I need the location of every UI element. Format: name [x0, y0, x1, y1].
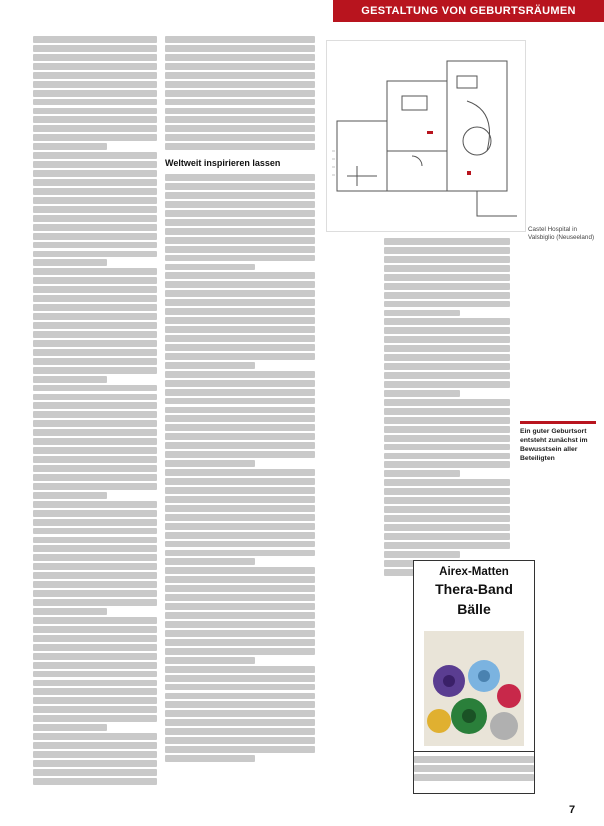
ad-title-2: Thera-Band: [435, 581, 513, 597]
text-line: [165, 371, 315, 378]
text-line: [165, 344, 315, 351]
text-line: [165, 183, 315, 190]
text-line: [165, 255, 315, 262]
text-line: [33, 626, 157, 633]
text-line: [33, 590, 157, 597]
photo-caption: Castel Hospital in Valsbiglio (Neuseeland): [528, 226, 595, 241]
text-line: [165, 407, 315, 414]
text-line: [384, 461, 510, 468]
text-line: [165, 99, 315, 106]
text-line: [165, 326, 315, 333]
text-line: [33, 170, 157, 177]
text-line: [165, 612, 315, 619]
text-line: [33, 134, 157, 141]
ad-contact: [414, 751, 534, 793]
text-line: [384, 435, 510, 442]
text-line: [33, 680, 157, 687]
text-line: [384, 310, 460, 317]
text-line: [165, 54, 315, 61]
text-line: [33, 760, 157, 767]
text-line: [384, 453, 510, 460]
text-line: [165, 496, 315, 503]
text-line: [33, 572, 157, 579]
text-line: [165, 380, 315, 387]
text-line: [384, 327, 510, 334]
text-line: [384, 417, 510, 424]
text-line: [165, 710, 315, 717]
text-line: [384, 444, 510, 451]
text-line: [384, 274, 510, 281]
text-line: [165, 237, 315, 244]
text-line: [33, 465, 157, 472]
text-line: [165, 81, 315, 88]
text-line: [414, 774, 534, 781]
text-line: [33, 322, 157, 329]
text-line: [165, 487, 315, 494]
text-line: [33, 233, 157, 240]
text-line: [33, 161, 157, 168]
text-line: [165, 272, 315, 279]
section-heading: Weltweit inspirieren lassen: [165, 158, 281, 169]
text-line: [33, 54, 157, 61]
text-line: [165, 389, 315, 396]
text-line: [33, 671, 157, 678]
text-line: [165, 657, 255, 664]
text-line: [414, 756, 534, 763]
text-line: [33, 501, 157, 508]
text-line: [33, 340, 157, 347]
text-line: [165, 567, 315, 574]
text-column-2: [165, 36, 315, 796]
text-line: [165, 746, 315, 753]
text-line: [165, 594, 315, 601]
text-line: [33, 125, 157, 132]
text-line: [165, 264, 255, 271]
floorplan-illustration: [326, 40, 526, 232]
text-line: [165, 532, 315, 539]
text-line: [165, 246, 315, 253]
text-line: [384, 408, 510, 415]
text-line: [165, 719, 315, 726]
text-line: [165, 648, 315, 655]
text-line: [33, 653, 157, 660]
text-line: [165, 666, 315, 673]
text-line: [384, 354, 510, 361]
text-line: [33, 742, 157, 749]
text-line: [33, 45, 157, 52]
text-line: [165, 281, 315, 288]
text-line: [165, 541, 315, 548]
text-line: [33, 429, 157, 436]
text-line: [33, 635, 157, 642]
text-line: [165, 442, 315, 449]
text-line: [165, 415, 315, 422]
text-line: [33, 108, 157, 115]
text-line: [165, 174, 315, 181]
text-line: [384, 515, 510, 522]
text-line: [165, 299, 315, 306]
text-line: [165, 108, 315, 115]
text-line: [33, 242, 157, 249]
text-line: [165, 585, 315, 592]
text-line: [165, 134, 315, 141]
text-line: [165, 143, 315, 150]
text-line: [33, 99, 157, 106]
text-line: [33, 751, 157, 758]
text-line: [384, 470, 460, 477]
text-line: [165, 192, 315, 199]
text-line: [165, 90, 315, 97]
text-line: [33, 349, 157, 356]
text-line: [165, 630, 315, 637]
text-line: [384, 363, 510, 370]
text-line: [165, 514, 315, 521]
text-line: [165, 36, 315, 43]
text-line: [33, 188, 157, 195]
text-line: [33, 197, 157, 204]
text-line: [33, 295, 157, 302]
text-line: [165, 362, 255, 369]
text-line: [165, 308, 315, 315]
text-line: [33, 644, 157, 651]
text-line: [33, 152, 157, 159]
text-line: [384, 381, 510, 388]
text-column-1: [33, 36, 157, 796]
text-line: [165, 675, 315, 682]
text-line: [33, 420, 157, 427]
text-line: [165, 701, 315, 708]
text-line: [33, 331, 157, 338]
text-line: [384, 345, 510, 352]
advertisement: [413, 560, 535, 794]
text-line: [33, 268, 157, 275]
text-line: [165, 755, 255, 762]
text-line: [33, 733, 157, 740]
text-line: [384, 524, 510, 531]
text-line: [165, 737, 315, 744]
text-line: [33, 724, 107, 731]
text-line: [384, 551, 460, 558]
text-line: [33, 438, 157, 445]
text-line: [33, 411, 157, 418]
text-line: [33, 617, 157, 624]
rolled-mats-icon: [414, 621, 534, 751]
text-line: [165, 505, 315, 512]
text-line: [165, 684, 315, 691]
text-line: [384, 426, 510, 433]
text-line: [33, 143, 107, 150]
text-line: [165, 550, 315, 557]
text-line: [33, 483, 157, 490]
text-line: [33, 179, 157, 186]
text-line: [165, 639, 315, 646]
text-line: [33, 402, 157, 409]
text-line: [33, 286, 157, 293]
text-line: [33, 492, 107, 499]
text-line: [33, 358, 157, 365]
text-line: [33, 519, 157, 526]
text-line: [384, 542, 510, 549]
text-line: [165, 523, 315, 530]
text-line: [33, 224, 157, 231]
text-line: [165, 290, 315, 297]
text-line: [33, 394, 157, 401]
text-line: [33, 510, 157, 517]
text-line: [33, 367, 157, 374]
text-line: [165, 228, 315, 235]
text-line: [33, 36, 157, 43]
text-line: [33, 599, 157, 606]
text-line: [165, 210, 315, 217]
text-line: [384, 283, 510, 290]
text-line: [33, 688, 157, 695]
text-line: [33, 385, 157, 392]
text-line: [165, 433, 315, 440]
text-line: [384, 265, 510, 272]
text-line: [384, 256, 510, 263]
text-line: [33, 662, 157, 669]
text-line: [165, 317, 315, 324]
text-line: [384, 497, 510, 504]
text-line: [33, 581, 157, 588]
text-line: [165, 125, 315, 132]
text-line: [384, 479, 510, 486]
text-line: [33, 63, 157, 70]
text-line: [165, 72, 315, 79]
text-line: [33, 251, 157, 258]
text-line: [165, 451, 315, 458]
text-line: [33, 259, 107, 266]
text-line: [384, 533, 510, 540]
text-line: [165, 201, 315, 208]
text-line: [165, 576, 315, 583]
ad-title-3: Bälle: [457, 601, 491, 617]
pull-quote: Ein guter Geburtsort entsteht zunächst im Bewusstsein aller Beteiligten: [520, 421, 596, 463]
text-line: [165, 116, 315, 123]
text-line: [33, 769, 157, 776]
floorplan-drawing-icon: [327, 41, 525, 231]
text-line: [165, 219, 315, 226]
text-line: [33, 206, 157, 213]
text-line: [33, 277, 157, 284]
text-line: [384, 336, 510, 343]
text-line: [33, 563, 157, 570]
page-number: 7: [569, 804, 576, 816]
text-line: [33, 376, 107, 383]
text-line: [33, 528, 157, 535]
text-line: [33, 715, 157, 722]
text-line: [165, 728, 315, 735]
text-line: [33, 81, 157, 88]
section-header: GESTALTUNG VON GEBURTSRÄUMEN: [333, 0, 604, 22]
text-line: [384, 292, 510, 299]
text-line: [165, 353, 315, 360]
text-line: [33, 537, 157, 544]
text-line: [165, 398, 315, 405]
text-line: [384, 318, 510, 325]
text-line: [384, 399, 510, 406]
text-line: [33, 474, 157, 481]
text-line: [384, 372, 510, 379]
text-line: [165, 63, 315, 70]
text-line: [33, 90, 157, 97]
text-line: [33, 545, 157, 552]
text-line: [384, 301, 510, 308]
text-line: [33, 116, 157, 123]
text-line: [33, 313, 157, 320]
text-line: [33, 215, 157, 222]
text-line: [384, 488, 510, 495]
text-line: [165, 45, 315, 52]
text-line: [33, 304, 157, 311]
text-line: [165, 424, 315, 431]
text-line: [33, 554, 157, 561]
text-line: [165, 460, 255, 467]
text-line: [165, 603, 315, 610]
text-line: [165, 478, 315, 485]
text-line: [33, 72, 157, 79]
text-line: [384, 390, 460, 397]
text-line: [165, 558, 255, 565]
text-line: [414, 765, 534, 772]
text-line: [165, 621, 315, 628]
text-line: [165, 469, 315, 476]
text-line: [165, 335, 315, 342]
text-line: [33, 608, 107, 615]
text-line: [33, 697, 157, 704]
text-line: [384, 238, 510, 245]
text-line: [384, 506, 510, 513]
text-line: [33, 706, 157, 713]
text-line: [384, 247, 510, 254]
text-line: [33, 447, 157, 454]
text-line: [33, 778, 157, 785]
text-line: [165, 693, 315, 700]
ad-title-1: Airex-Matten: [439, 566, 509, 578]
text-line: [33, 456, 157, 463]
